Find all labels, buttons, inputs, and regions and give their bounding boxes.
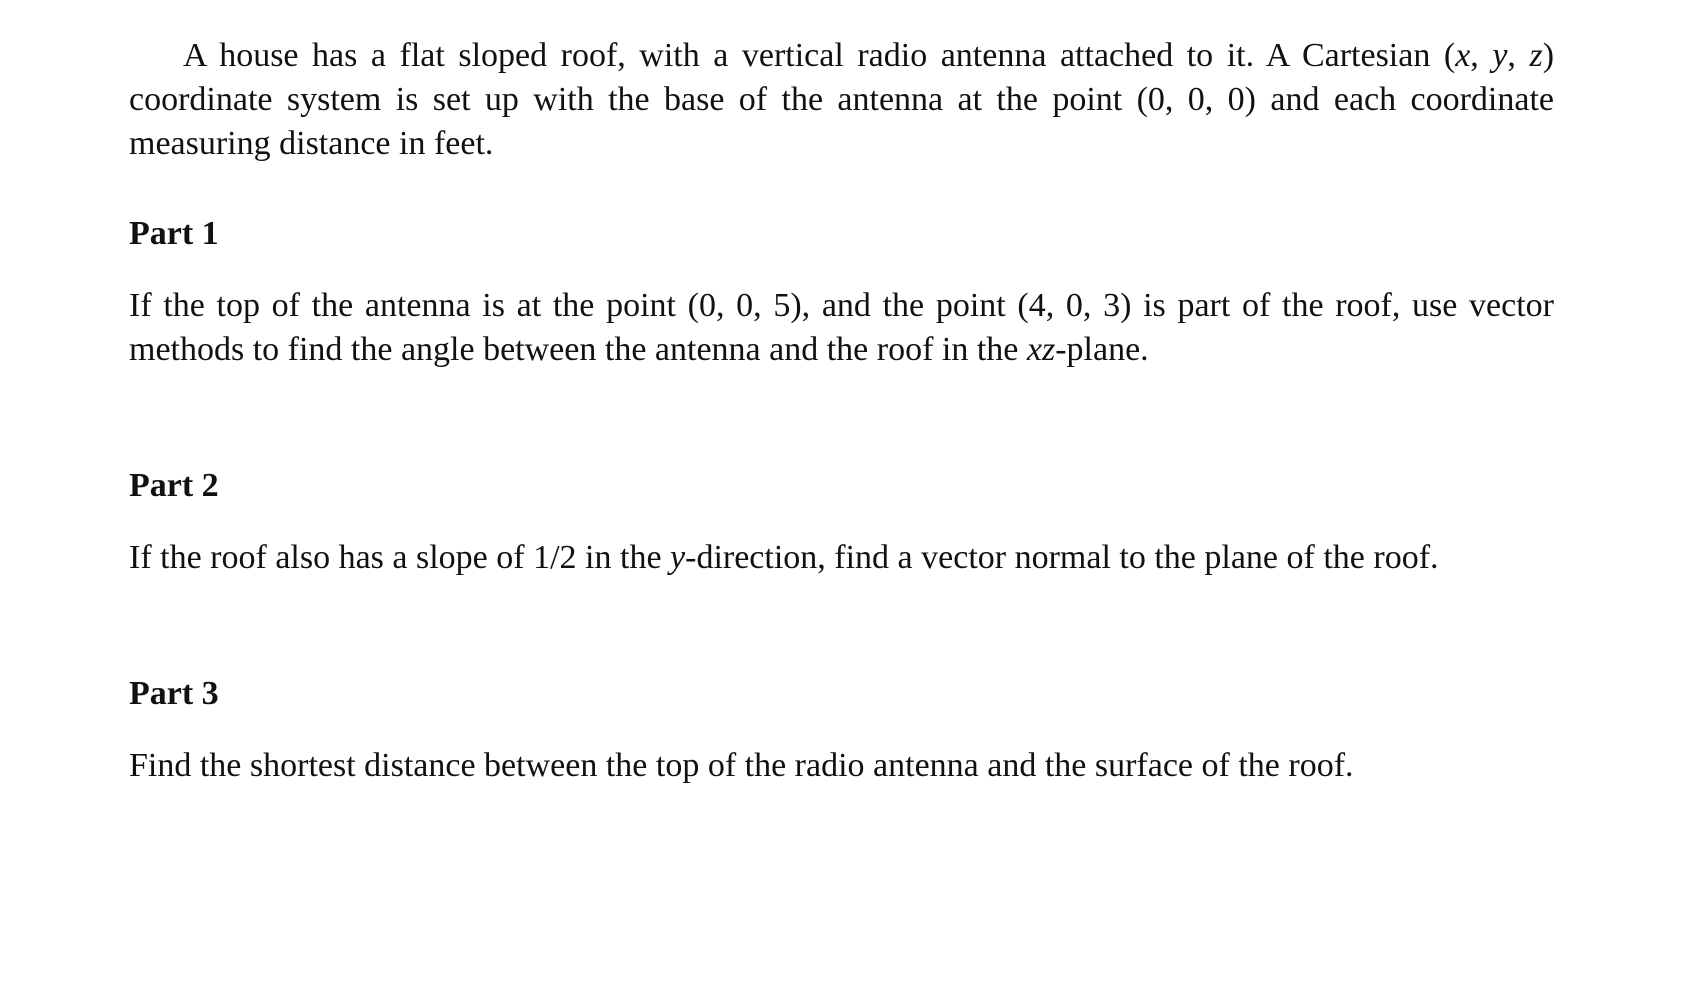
part-3-text: Find the shortest distance between the top of the radio antenna and the surface of the roof. xyxy=(129,747,1354,784)
part-1-text-b: -plane. xyxy=(1055,331,1149,368)
intro-paragraph xyxy=(129,34,1554,166)
part-1-text-a: If the top of the antenna is at the point (0, 0, 5), and the point (4, 0, 3) is part of the roof, use vector methods to find the angle between the antenna and the roof in the xyxy=(129,287,1554,368)
part-1-text xyxy=(129,284,1554,372)
math-y: y xyxy=(1492,37,1508,74)
intro-open-paren: ( xyxy=(1443,37,1456,74)
math-x: x xyxy=(1455,37,1471,74)
part-2-heading: Part 2 xyxy=(129,467,219,504)
problem-document xyxy=(129,34,1554,788)
part-2-text-b: -direction, find a vector normal to the plane of the roof. xyxy=(685,539,1439,576)
intro-comma-2: , xyxy=(1507,37,1530,74)
math-xz: xz xyxy=(1026,331,1056,368)
intro-comma-1: , xyxy=(1470,37,1493,74)
part-2-text xyxy=(129,536,1554,580)
intro-sentence-1: A house has a flat sloped roof, with a vertical radio antenna attached to it. A Cartesian xyxy=(183,37,1431,74)
math-y-direction: y xyxy=(670,539,686,576)
part-2-text-a: If the roof also has a slope of 1/2 in the xyxy=(129,539,671,576)
part-3-heading: Part 3 xyxy=(129,675,219,712)
part-1-heading: Part 1 xyxy=(129,215,219,252)
math-z: z xyxy=(1529,37,1543,74)
intro-sentence-2: ) coordinate system is set up with the base of the antenna at the point (0, 0, 0) and each coordinate measuring distance in feet. xyxy=(129,37,1555,162)
